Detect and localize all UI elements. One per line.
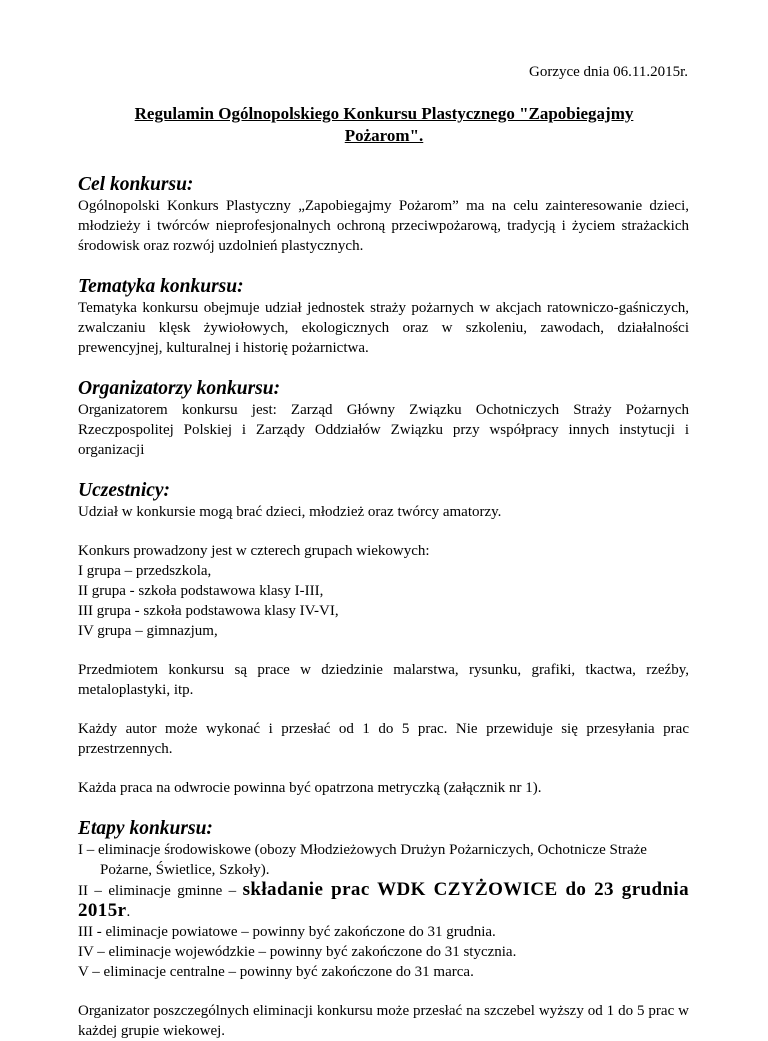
stage-2-prefix: II – eliminacje gminne – xyxy=(78,883,243,899)
section-cel xyxy=(78,173,689,256)
title-line-1: Regulamin Ogólnopolskiego Konkursu Plastycznego "Zapobiegajmy xyxy=(134,104,634,123)
section-heading-organizatorzy: Organizatorzy konkursu: xyxy=(78,378,281,399)
metryczka-text: Każda praca na odwrocie powinna być opatrzona metryczką (załącznik nr 1). xyxy=(78,780,542,796)
subject-text: Przedmiotem konkursu są prace w dziedzinie malarstwa, rysunku, grafiki, tkactwa, rzeźby, metaloplastyki, itp. xyxy=(78,662,689,698)
section-text-tematyka: Tematyka konkursu obejmuje udział jednostek straży pożarnych w akcjach ratowniczo-gaśniczych, zwalczaniu klęsk żywiołowych, ekologicznych oraz w szkoleniu, zawodach, działalności prewencyjnej, kulturalnej i historię pożarnictwa. xyxy=(78,300,689,356)
stage-2-suffix: . xyxy=(126,904,131,920)
section-tematyka xyxy=(78,275,689,358)
etapy-note: Organizator poszczególnych eliminacji konkursu może przesłać na szczebel wyższy od 1 do 5 prac w każdej grupie wiekowej. xyxy=(78,1003,689,1039)
groups-intro: Konkurs prowadzony jest w czterech grupach wiekowych: xyxy=(78,543,430,559)
group-item: I grupa – przedszkola, xyxy=(78,563,212,579)
section-organizatorzy xyxy=(78,377,689,460)
stage-2 xyxy=(78,880,689,922)
section-heading-tematyka: Tematyka konkursu: xyxy=(78,276,244,297)
limit-text: Każdy autor może wykonać i przesłać od 1 do 5 prac. Nie przewiduje się przesyłania prac przestrzennych. xyxy=(78,721,689,757)
title-line-2: Pożarom". xyxy=(344,126,424,145)
stage-1: I – eliminacje środowiskowe (obozy Młodzieżowych Drużyn Pożarniczych, Ochotnicze Straże Pożarne, Świetlice, Szkoły). xyxy=(78,842,647,878)
document-title xyxy=(100,103,668,147)
section-heading-uczestnicy: Uczestnicy: xyxy=(78,480,171,501)
group-item: II grupa - szkoła podstawowa klasy I-III, xyxy=(78,583,324,599)
uczestnicy-text: Udział w konkursie mogą brać dzieci, młodzież oraz twórcy amatorzy. xyxy=(78,504,502,520)
group-item: IV grupa – gimnazjum, xyxy=(78,623,218,639)
section-etapy xyxy=(78,817,689,1041)
stage-2-deadline: składanie prac WDK CZYŻOWICE do 23 grudnia 2015r xyxy=(78,879,690,921)
section-uczestnicy xyxy=(78,479,689,798)
section-heading-cel: Cel konkursu: xyxy=(78,174,194,195)
stage-3: III - eliminacje powiatowe – powinny być zakończone do 31 grudnia. xyxy=(78,924,496,940)
document-date: Gorzyce dnia 06.11.2015r. xyxy=(529,64,688,80)
stage-4: IV – eliminacje wojewódzkie – powinny być zakończone do 31 stycznia. xyxy=(78,944,517,960)
section-heading-etapy: Etapy konkursu: xyxy=(78,818,213,839)
group-item: III grupa - szkoła podstawowa klasy IV-VI, xyxy=(78,603,339,619)
document-body xyxy=(78,173,689,1041)
stage-5: V – eliminacje centralne – powinny być zakończone do 31 marca. xyxy=(78,964,474,980)
section-text-cel: Ogólnopolski Konkurs Plastyczny „Zapobiegajmy Pożarom” ma na celu zainteresowanie dzieci, młodzieży i twórców nieprofesjonalnych ochroną przeciwpożarową, tradycją i życiem strażackich środowisk oraz rozwój uzdolnień plastycznych. xyxy=(78,198,689,254)
section-text-organizatorzy: Organizatorem konkursu jest: Zarząd Główny Związku Ochotniczych Straży Pożarnych Rzeczpospolitej Polskiej i Zarządy Oddziałów Związku przy współpracy innych instytucji i organizacji xyxy=(78,402,689,458)
